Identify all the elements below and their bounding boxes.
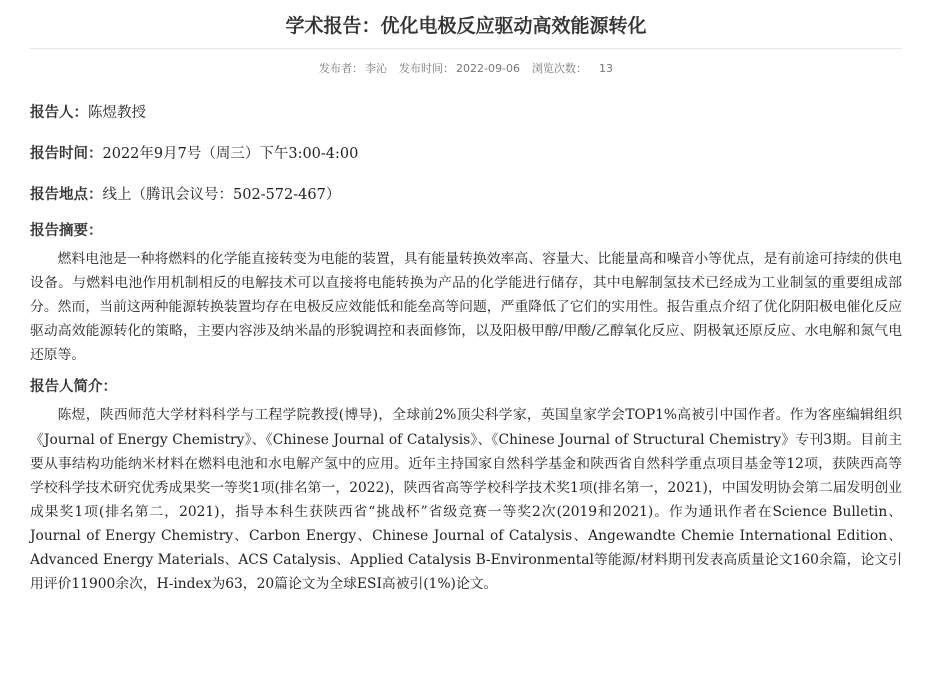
article xyxy=(30,0,902,596)
publisher-label: 发布者： xyxy=(319,62,364,75)
location-label: 报告地点： xyxy=(30,187,103,203)
speaker-row xyxy=(30,101,902,125)
title-divider xyxy=(30,48,902,49)
speaker-label: 报告人： xyxy=(30,105,88,121)
views-label: 浏览次数： xyxy=(531,62,587,75)
publish-time-label: 发布时间： xyxy=(399,62,455,75)
bio-heading xyxy=(30,375,902,399)
views-count: 13 xyxy=(598,62,613,75)
time-label: 报告时间： xyxy=(30,146,103,162)
abstract-label: 报告摘要： xyxy=(30,223,103,239)
abstract-heading xyxy=(30,219,902,243)
article-meta xyxy=(30,61,902,77)
time-value: 2022年9月7号（周三）下午3:00-4:00 xyxy=(102,146,359,162)
publisher-value: 李沁 xyxy=(365,62,388,75)
publish-time-value: 2022-09-06 xyxy=(456,62,520,75)
bio-text: 陈煜，陕西师范大学材料科学与工程学院教授(博导)，全球前2%顶尖科学家，英国皇家学会TOP1%高被引中国作者。作为客座编辑组织《Journal of Energy Chemistry》、《Chinese Journal of Catalysis》、《Chinese Journal of Structural Chemistry》专刊3期。目前主要从事结构功能纳米材料在燃料电池和水电解产氢中的应用。近年主持国家自然科学基金和陕西省自然科学重点项目基金等12项，获陕西高等学校科学技术研究优秀成果奖一等奖1项(排名第一，2022)，陕西省高等学校科学技术奖1项(排名第一，2021)，中国发明协会第二届发明创业成果奖1项(排名第二，2021)，指导本科生获陕西省“挑战杯”省级竞赛一等奖2次(2019和2021)。作为通讯作者在Science Bulletin、Journal of Energy Chemistry、Carbon Energy、Chinese Journal of Catalysis、Angewandte Chemie International Edition、Advanced Energy Materials、ACS Catalysis、Applied Catalysis B-Environmental等能源/材料期刊发表高质量论文160余篇，论文引用评价11900余次，H-index为63，20篇论文为全球ESI高被引(1%)论文。 xyxy=(30,407,902,593)
abstract-text: 燃料电池是一种将燃料的化学能直接转变为电能的装置，具有能量转换效率高、容量大、比能量高和噪音小等优点，是有前途可持续的供电设备。与燃料电池作用机制相反的电解技术可以直接将电能转换为产品的化学能进行储存，其中电解制氢技术已经成为工业制氢的重要组成部分。然而，当前这两种能源转换装置均存在电极反应效能低和能垒高等问题，严重降低了它们的实用性。报告重点介绍了优化阴阳极电催化反应驱动高效能源转化的策略，主要内容涉及纳米晶的形貌调控和表面修饰，以及阳极甲醇/甲酸/乙醇氧化反应、阴极氧还原反应、水电解和氮气电还原等。 xyxy=(30,251,902,364)
location-row xyxy=(30,183,902,207)
speaker-value: 陈煜教授 xyxy=(88,105,146,121)
time-row xyxy=(30,142,902,166)
location-value: 线上（腾讯会议号：502-572-467） xyxy=(102,187,341,203)
page-title: 学术报告：优化电极反应驱动高效能源转化 xyxy=(285,15,647,37)
bio-label: 报告人简介： xyxy=(30,379,117,396)
